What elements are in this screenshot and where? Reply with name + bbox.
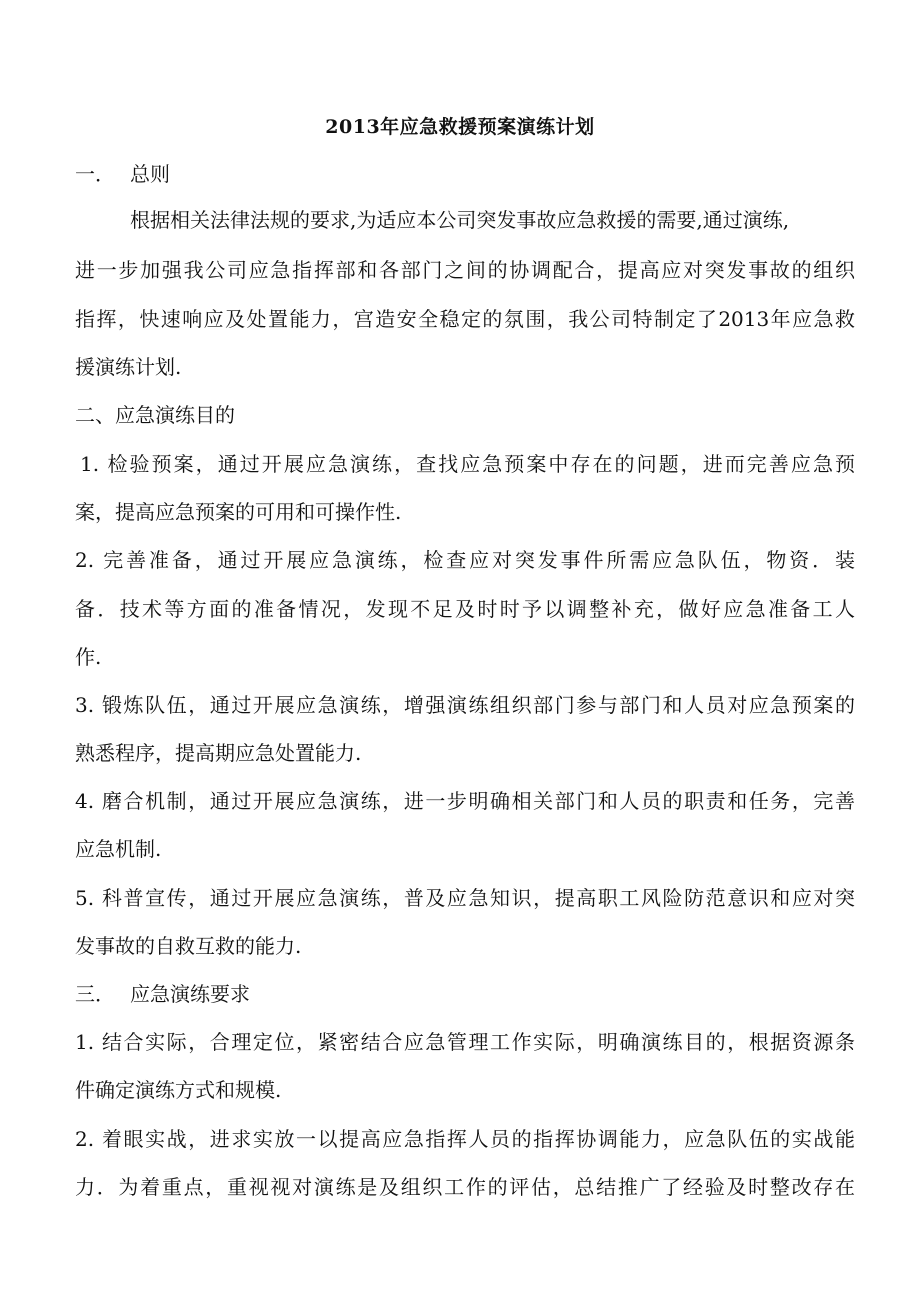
paragraph-line: 案，提高应急预案的可用和可操作性.	[75, 500, 402, 524]
paragraph-line: 5. 科普宣传，通过开展应急演练，普及应急知识，提高职工风险防范意识和应对突	[75, 886, 855, 910]
paragraph-line: 熟悉程序，提高期应急处置能力.	[75, 741, 362, 765]
paragraph-line: 件确定演练方式和规模.	[75, 1078, 282, 1102]
section-heading-general	[75, 160, 170, 188]
paragraph-line: 根据相关法律法规的要求,为适应本公司突发事故应急救援的需要,通过演练,	[130, 208, 790, 232]
paragraph-line: 1. 检验预案，通过开展应急演练，查找应急预案中存在的问题，进而完善应急预	[80, 452, 855, 476]
paragraph-line: 进一步加强我公司应急指挥部和各部门之间的协调配合，提高应对突发事故的组织	[75, 258, 855, 282]
document-title: 2013年应急救援预案演练计划	[325, 116, 595, 138]
section-title: 应急演练要求	[130, 982, 250, 1006]
paragraph-line: 指挥，快速响应及处置能力，宫造安全稳定的氛围，我公司特制定了2013年应急救	[75, 307, 855, 331]
paragraph-line: 发事故的自救互救的能力.	[75, 934, 302, 958]
paragraph-line: 作.	[75, 645, 102, 669]
section-number: 三．	[75, 982, 115, 1006]
paragraph-line: 2. 完善准备，通过开展应急演练，检查应对突发事件所需应急队伍，物资．装	[75, 548, 855, 572]
paragraph-line: 1. 结合实际，合理定位，紧密结合应急管理工作实际，明确演练目的，根据资源条	[75, 1030, 855, 1054]
paragraph-line: 4. 磨合机制，通过开展应急演练，进一步明确相关部门和人员的职责和任务，完善	[75, 789, 855, 813]
paragraph-line: 2. 着眼实战，进求实放一以提高应急指挥人员的指挥协调能力，应急队伍的实战能	[75, 1127, 855, 1151]
paragraph-line: 应急机制.	[75, 837, 162, 861]
section-number: 一．	[75, 162, 115, 186]
paragraph-line: 3. 锻炼队伍，通过开展应急演练，增强演练组织部门参与部门和人员对应急预案的	[75, 693, 855, 717]
paragraph-line: 援演练计划.	[75, 355, 182, 379]
section-heading-objectives: 二、应急演练目的	[75, 403, 235, 427]
section-title: 总则	[130, 162, 170, 186]
paragraph-line: 力．为着重点，重视视对演练是及组织工作的评估，总结推广了经验及时整改存在	[75, 1175, 855, 1199]
paragraph-line: 备．技术等方面的准备情况，发现不足及时时予以调整补充，做好应急准备工人	[75, 597, 855, 621]
section-heading-requirements	[75, 980, 250, 1008]
